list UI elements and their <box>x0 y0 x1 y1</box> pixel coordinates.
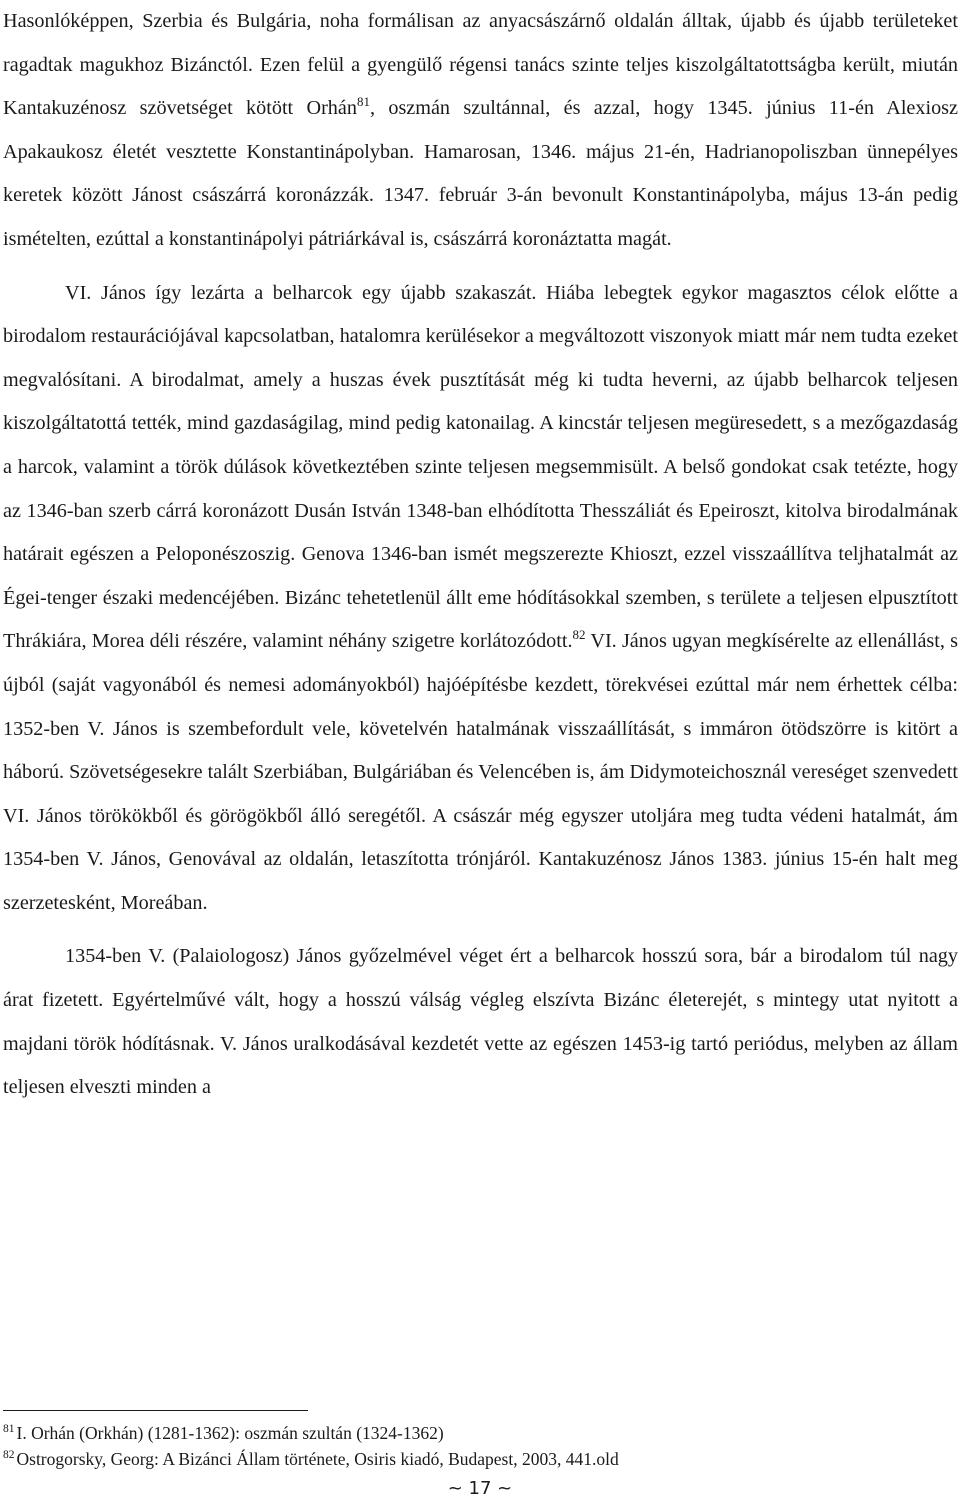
footnote-ref-81: 81 <box>356 94 370 110</box>
footnote-81-text: I. Orhán (Orkhán) (1281-1362): oszmán szultán (1324-1362) <box>16 1423 444 1443</box>
paragraph-3-text: 1354-ben V. (Palaiologosz) János győzelmével véget ért a belharcok hosszú sora, bár a birodalom túl nagy árat fizetett. Egyértelművé vált, hogy a hosszú válság végleg elszívta Bizánc életerejét, s mintegy utat nyitott a majdani török hódításnak. V. János uralkodásával kezdetét vette az egészen 1453-ig tartó periódus, melyben az állam teljesen elveszti minden a <box>3 945 958 1099</box>
paragraph-2 <box>3 272 958 926</box>
paragraph-1 <box>3 0 958 262</box>
footnote-81 <box>3 1420 958 1446</box>
paragraph-2-text-a: VI. János így lezárta a belharcok egy újabb szakaszát. Hiába lebegtek egykor magasztos célok előtte a birodalom restaurációjával kapcsolatban, hatalomra kerülésekor a megváltozott viszonyok miatt már nem tudta ezeket megvalósítani. A birodalmat, amely a huszas évek pusztítását még ki tudta heverni, az újabb belharcok teljesen kiszolgáltatottá tették, mind gazdaságilag, mind pedig katonailag. A kincstár teljesen megüresedett, s a mezőgazdaság a harcok, valamint a török dúlások következtében szinte teljesen megsemmisült. A belső gondokat csak tetézte, hogy az 1346-ban szerb cárrá koronázott Dusán István 1348-ban elhódította Thesszáliát és Epeiroszt, kitolva birodalmának határait egészen a Peloponészoszig. Genova 1346-ban ismét megszerezte Khioszt, ezzel visszaállítva teljhatalmát az Égei-tenger északi medencéjében. Bizánc tehetetlenül állt eme hódításokkal szemben, s területe a teljesen elpusztított Thrákiára, Morea déli részére, valamint néhány szigetre korlátozódott. <box>3 281 958 653</box>
paragraph-1-text-a: Hasonlóképpen, Szerbia és Bulgária, noha formálisan az anyacsászárnő oldalán álltak, újabb és újabb területeket ragadtak magukhoz Bizánctól. Ezen felül a gyengülő régensi tanács szinte teljes kiszolgáltatottságba került, miután Kantakuzénosz szövetséget kötött Orhán <box>3 10 958 120</box>
page-number: ~ 17 ~ <box>447 1478 513 1499</box>
paragraph-3 <box>3 935 958 1109</box>
paragraph-2-text-b: VI. János ugyan megkísérelte az ellenállást, s újból (saját vagyonából és nemesi adományokból) hajóépítésbe kezdett, törekvései ezúttal már nem érhettek célba: 1352-ben V. János is szembefordult vele, követelvén hatalmának visszaállítását, s immáron ötödszörre is kitört a háború. Szövetségesekre talált Szerbiában, Bulgáriában és Velencében is, ám Didymoteichosznál vereséget szenvedett VI. János törökökből és görögökből álló seregétől. A császár még egyszer utoljára meg tudta védeni hatalmát, ám 1354-ben V. János, Genovával az oldalán, letaszította trónjáról. Kantakuzénosz János 1383. június 15-én halt meg szerzetesként, Moreában. <box>3 630 958 914</box>
footnote-82-text: Ostrogorsky, Georg: A Bizánci Állam története, Osiris kiadó, Budapest, 2003, 441.old <box>16 1449 619 1469</box>
paragraph-1-text-b: , oszmán szultánnal, és azzal, hogy 1345. június 11-én Alexiosz Apakaukosz életét vesztette Konstantinápolyban. Hamarosan, 1346. május 21-én, Hadrianopoliszban ünnepélyes keretek között Jánost császárrá koronázzák. 1347. február 3-án bevonult Konstantinápolyba, május 13-án pedig ismételten, ezúttal a konstantinápolyi pátriárkával is, császárrá koronáztatta magát. <box>3 97 959 250</box>
footnote-82 <box>3 1446 958 1472</box>
footnote-ref-82: 82 <box>572 627 586 643</box>
page-body <box>3 0 958 1110</box>
footnote-81-number: 81 <box>3 1423 15 1435</box>
footnote-82-number: 82 <box>3 1449 15 1461</box>
footnotes <box>3 1420 958 1472</box>
footnote-separator <box>3 1410 308 1411</box>
